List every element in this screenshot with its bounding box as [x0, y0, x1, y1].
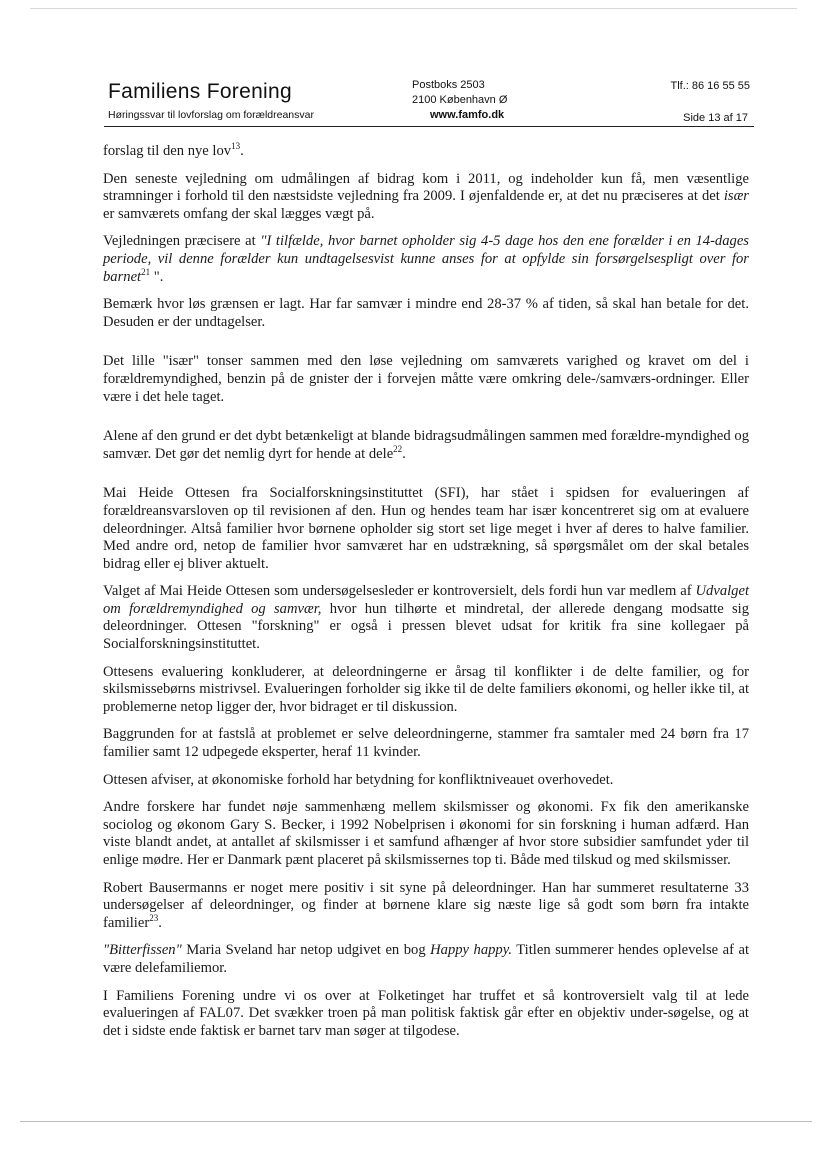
paragraph-7: Mai Heide Ottesen fra Socialforskningsinstituttet (SFI), har stået i spidsen for evalueringen af forældreansvarsloven op til revisionen af den. Hun og hendes team har især koncentreret sig om at evaluere deleordninger. Altså familier hvor børnene opholder sig stort set lige meget i hver af deres to halve familier. Med andre ord, netop de familier hvor samværet har en udstrækning, så spørgsmålet om der skal betales bidrag eller ej bliver aktuelt.: [103, 485, 749, 572]
paragraph-8: Valget af Mai Heide Ottesen som undersøgelsesleder er kontroversielt, dels fordi hun var medlem af Udvalget om forældremyndighed og samvær, hvor hun tilhørte et mindretal, der allerede dengang modsatte sig deleordninger. Ottesen "forskning" er også i pressen blevet udsat for kritik fra sine kollegaer på Socialforskningsinstituttet.: [103, 583, 749, 653]
bottom-edge-rule: [20, 1121, 812, 1122]
organization-name: Familiens Forening: [108, 80, 292, 103]
organization-tagline: Høringssvar til lovforslag om forældreansvar: [108, 109, 314, 121]
paragraph-6: Alene af den grund er det dybt betænkeligt at blande bidragsudmålingen sammen med forældre-myndighed og samvær. Det gør det nemlig dyrt for hende at dele$^{22}$.: [103, 428, 749, 462]
letterhead: [104, 76, 754, 128]
paragraph-4: Bemærk hvor løs grænsen er lagt. Har far samvær i mindre end 28-37 % af tiden, så skal han betale for det. Desuden er der undtagelser.: [103, 296, 749, 330]
quoted-guideline: "I tilfælde, hvor barnet opholder sig 4-5 dage hos den ene forælder i en 14-dages periode, vil denne forælder kun undtagelsesvist kunne anses for at opfylde sin forsørgelsespligt over for barnet: [103, 233, 749, 285]
address-line-1: Postboks 2503: [412, 79, 485, 91]
paragraph-1: forslag til den nye lov$^{13}$.: [103, 141, 244, 159]
document-body: [103, 143, 749, 1050]
paragraph-5: Det lille "især" tonser sammen med den løse vejledning om samværets varighed og kravet om del i forældremyndighed, benzin på de gnister der i forvejen måtte være omkring dele-/samværs-ordninger. Eller være i det hele taget.: [103, 353, 749, 405]
footnote-ref-21: 21: [141, 266, 151, 277]
top-edge-rule: [30, 8, 797, 9]
address-line-2: 2100 København Ø: [412, 94, 508, 106]
postal-address: [412, 78, 507, 123]
footnote-ref-23: 23: [149, 912, 159, 923]
footnote-ref-13: 13: [231, 141, 241, 152]
footnote-ref-22: 22: [393, 443, 403, 454]
website-link[interactable]: www.famfo.dk: [430, 109, 505, 121]
page-number: Side 13 af 17: [683, 112, 748, 124]
paragraph-10: Baggrunden for at fastslå at problemet er selve deleordningerne, stammer fra samtaler med 24 børn fra 17 familier samt 12 udpegede eksperter, heraf 11 kvinder.: [103, 726, 749, 761]
book-title: Happy happy.: [430, 942, 513, 959]
paragraph-2: Den seneste vejledning om udmålingen af bidrag kom i 2011, og indeholder kun få, men væsentlige stramninger i forhold til den næstsidste vejledning fra 2009. I øjenfaldende er, at det nu præciseres at det især er samværets omfang der skal lægges vægt på.: [103, 170, 749, 222]
header-divider: [104, 126, 754, 127]
paragraph-14: "Bitterfissen" Maria Sveland har netop udgivet en bog Happy happy. Titlen summerer hendes oplevelse af at være delefamiliemor.: [103, 942, 749, 976]
paragraph-15: I Familiens Forening undre vi os over at Folketinget har truffet et så kontroversielt valg til at lede evalueringen af FAL07. Det svækker troen på man politisk faktisk går efter en objektiv under-søgelse, og at det i sidste ende faktisk er barnet tarv man søger at tilgodese.: [103, 987, 749, 1039]
phone-number: Tlf.: 86 16 55 55: [670, 80, 750, 92]
paragraph-11: Ottesen afviser, at økonomiske forhold har betydning for konfliktniveauet overhovedet.: [103, 771, 614, 788]
paragraph-13: Robert Bausermanns er noget mere positiv i sit syne på deleordninger. Han har summeret resultaterne 33 undersøgelser af deleordninger, og finder at børnene klare sig næste lige så godt som børn fra intakte familier$^{23}$.: [103, 879, 749, 931]
paragraph-9: Ottesens evaluering konkluderer, at deleordningerne er årsag til konflikter i de delte familier, og for skilsmissebørns mistrivsel. Evalueringen forholder sig ikke til de delte familiers økonomi, og heller ikke til, at problemerne netop ligger der, hvor bidraget er til diskussion.: [103, 663, 749, 715]
paragraph-3: Vejledningen præcisere at "I tilfælde, hvor barnet opholder sig 4-5 dage hos den ene forælder i en 14-dages periode, vil denne forælder kun undtagelsesvist kunne anses for at opfylde sin forsørgelsespligt over for barnet$^{21}$ ".: [103, 233, 749, 285]
paragraph-12: Andre forskere har fundet nøje sammenhæng mellem skilsmisser og økonomi. Fx fik den amerikanske sociolog og økonom Gary S. Becker, i 1992 Nobelprisen i økonomi for sin forskning i human adfærd. Han viste blandt andet, at antallet af skilsmisser i et samfund afhænger af hvor store subsidier samfundet yder til enlige mødre. Her er Danmark pænt placeret på skilsmissernes top ti. Både med tilskud og med skilsmisser.: [103, 799, 749, 868]
